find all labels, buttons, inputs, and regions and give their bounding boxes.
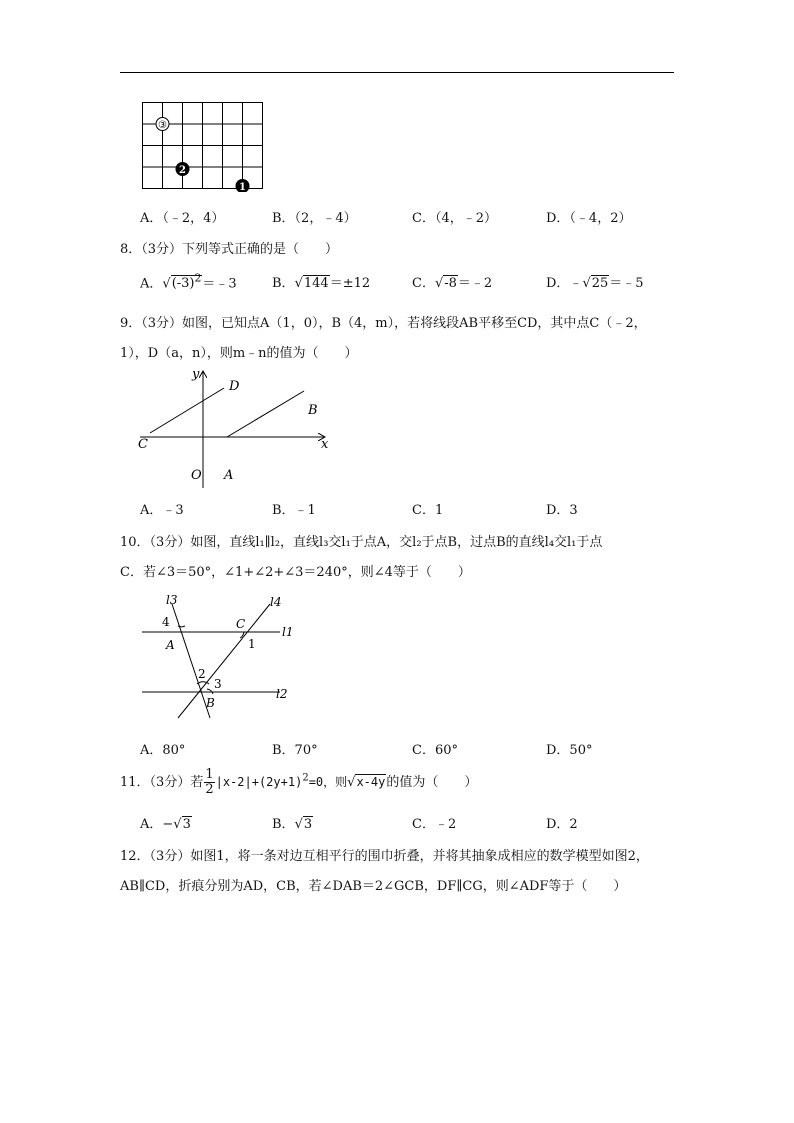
q10-option-d: D．50° (546, 743, 593, 758)
q8-a-radical: $√(-3)^2$ (162, 272, 202, 292)
q11-stem (120, 768, 477, 797)
label-b: B (206, 696, 215, 710)
q11-fraction (204, 768, 214, 797)
q8-b-prefix: B． (272, 276, 295, 291)
label-y: y (192, 367, 200, 382)
q11-b-radicand: 3 (303, 817, 313, 832)
q11-a-radical: √3 (173, 817, 191, 832)
q10-stem-line1: 10．（3分）如图，直线l₁∥l₂，直线l₃交l₁于点A，交l₂于点B，过点B的直线l₄交l₁于点 (120, 535, 603, 550)
q11-option-c: C．﹣2 (412, 817, 457, 832)
q8-b-radicand: 144 (303, 276, 329, 291)
q8-c-prefix: C． (412, 276, 435, 291)
q8-option-c (412, 272, 492, 291)
marker-3: ③ (158, 120, 167, 131)
q7-grid-figure (140, 100, 266, 192)
q8-b-radical: √144 (294, 276, 329, 291)
q11-prefix: 11．（3分）若 (120, 775, 204, 790)
q11-radicand: x-4y (356, 775, 386, 789)
label-x: x (321, 437, 329, 452)
q11-b-prefix: B． (272, 817, 295, 832)
q11-option-b (272, 813, 313, 832)
q8-stem: 8．（3分）下列等式正确的是（ ） (120, 242, 339, 257)
q11-b-radical: √3 (294, 817, 313, 832)
q11-suffix: 的值为（ ） (386, 775, 478, 790)
q8-a-prefix: A． (140, 276, 163, 292)
q9-option-b: B．﹣1 (272, 503, 316, 518)
q8-a-radicand: (-3) (171, 276, 195, 292)
label-angle-4: 4 (162, 615, 170, 629)
q9-option-c: C．1 (412, 503, 444, 518)
q12-stem-line2: AB∥CD，折痕分别为AD，CB，若∠DAB＝2∠GCB，DF∥CG，则∠ADF等于（ ） (120, 879, 627, 894)
q8-b-suffix: ＝±12 (329, 276, 371, 291)
q9-stem-line2: 1），D（a，n），则m﹣n的值为（ ） (120, 346, 358, 361)
marker-2: 2 (179, 165, 186, 176)
q11-expr: |x-2|+(2y+1) (215, 775, 303, 789)
q8-option-b (272, 272, 370, 291)
q12-stem-line1: 12．（3分）如图1，将一条对边互相平行的围巾折叠，并将其抽象成相应的数学模型如图2， (120, 849, 649, 864)
q10-option-b: B．70° (272, 743, 318, 758)
angle-4-arc (178, 626, 185, 627)
q8-c-radicand: -8 (444, 276, 457, 291)
line-l4 (178, 604, 270, 718)
label-b: B (308, 403, 318, 418)
q7-option-b: B．（2，﹣4） (272, 211, 357, 226)
label-l4: l4 (270, 595, 282, 609)
q10-figure (136, 590, 296, 722)
label-l1: l1 (282, 625, 294, 639)
q11-radical: √x-4y (347, 775, 386, 790)
q11-frac-num: 1 (205, 767, 214, 782)
q8-d-suffix: ＝﹣5 (609, 276, 644, 291)
q9-figure (132, 364, 338, 492)
label-c: C (236, 617, 246, 631)
q8-c-suffix: ＝﹣2 (457, 276, 493, 291)
q11-option-a (140, 813, 192, 832)
q8-d-prefix: D．﹣ (546, 276, 583, 291)
header-rule (120, 72, 674, 73)
line-l3 (172, 604, 210, 718)
q11-exp: 2 (302, 772, 309, 784)
q11-a-prefix: A． (140, 817, 163, 832)
q9-option-d: D．3 (546, 503, 578, 518)
q10-stem-line2: C．若∠3＝50°，∠1+∠2+∠3＝240°，则∠4等于（ ） (120, 565, 471, 580)
segment-cd (150, 388, 224, 433)
q11-a-sign: − (162, 817, 174, 832)
q7-option-a: A．（﹣2，4） (140, 211, 225, 226)
q10-option-c: C．60° (412, 743, 458, 758)
q8-a-suffix: ＝﹣3 (202, 276, 237, 292)
q8-option-d (546, 272, 644, 291)
q9-stem-line1: 9．（3分）如图，已知点A（1，0），B（4，m），若将线段AB平移至CD，其中点C（﹣2， (120, 316, 647, 331)
label-l2: l2 (276, 687, 288, 701)
label-angle-2: 2 (198, 667, 206, 681)
q11-frac-den: 2 (205, 782, 214, 797)
label-angle-3: 3 (214, 677, 222, 691)
label-angle-1: 1 (248, 637, 256, 651)
q7-option-c: C．（4，﹣2） (412, 211, 497, 226)
marker-1: 1 (239, 182, 246, 192)
q11-a-radicand: 3 (182, 817, 191, 832)
label-l3: l3 (166, 593, 178, 607)
q8-d-radical: √25 (582, 276, 609, 291)
q9-option-a: A．﹣3 (140, 503, 184, 518)
q8-d-radicand: 25 (591, 276, 609, 291)
segment-ab (227, 391, 304, 437)
label-a: A (166, 638, 175, 652)
q8-c-radical: √-8 (434, 276, 457, 291)
q8-a-exp: 2 (194, 272, 202, 285)
label-d: D (229, 379, 240, 394)
q8-option-a (140, 272, 237, 291)
label-c: C (138, 437, 148, 452)
label-o: O (191, 468, 202, 483)
q7-option-d: D．（﹣4，2） (546, 211, 632, 226)
label-a: A (224, 468, 234, 483)
q11-option-d: D．2 (546, 817, 578, 832)
q11-eq: =0，则 (308, 775, 348, 789)
q10-option-a: A．80° (140, 743, 186, 758)
